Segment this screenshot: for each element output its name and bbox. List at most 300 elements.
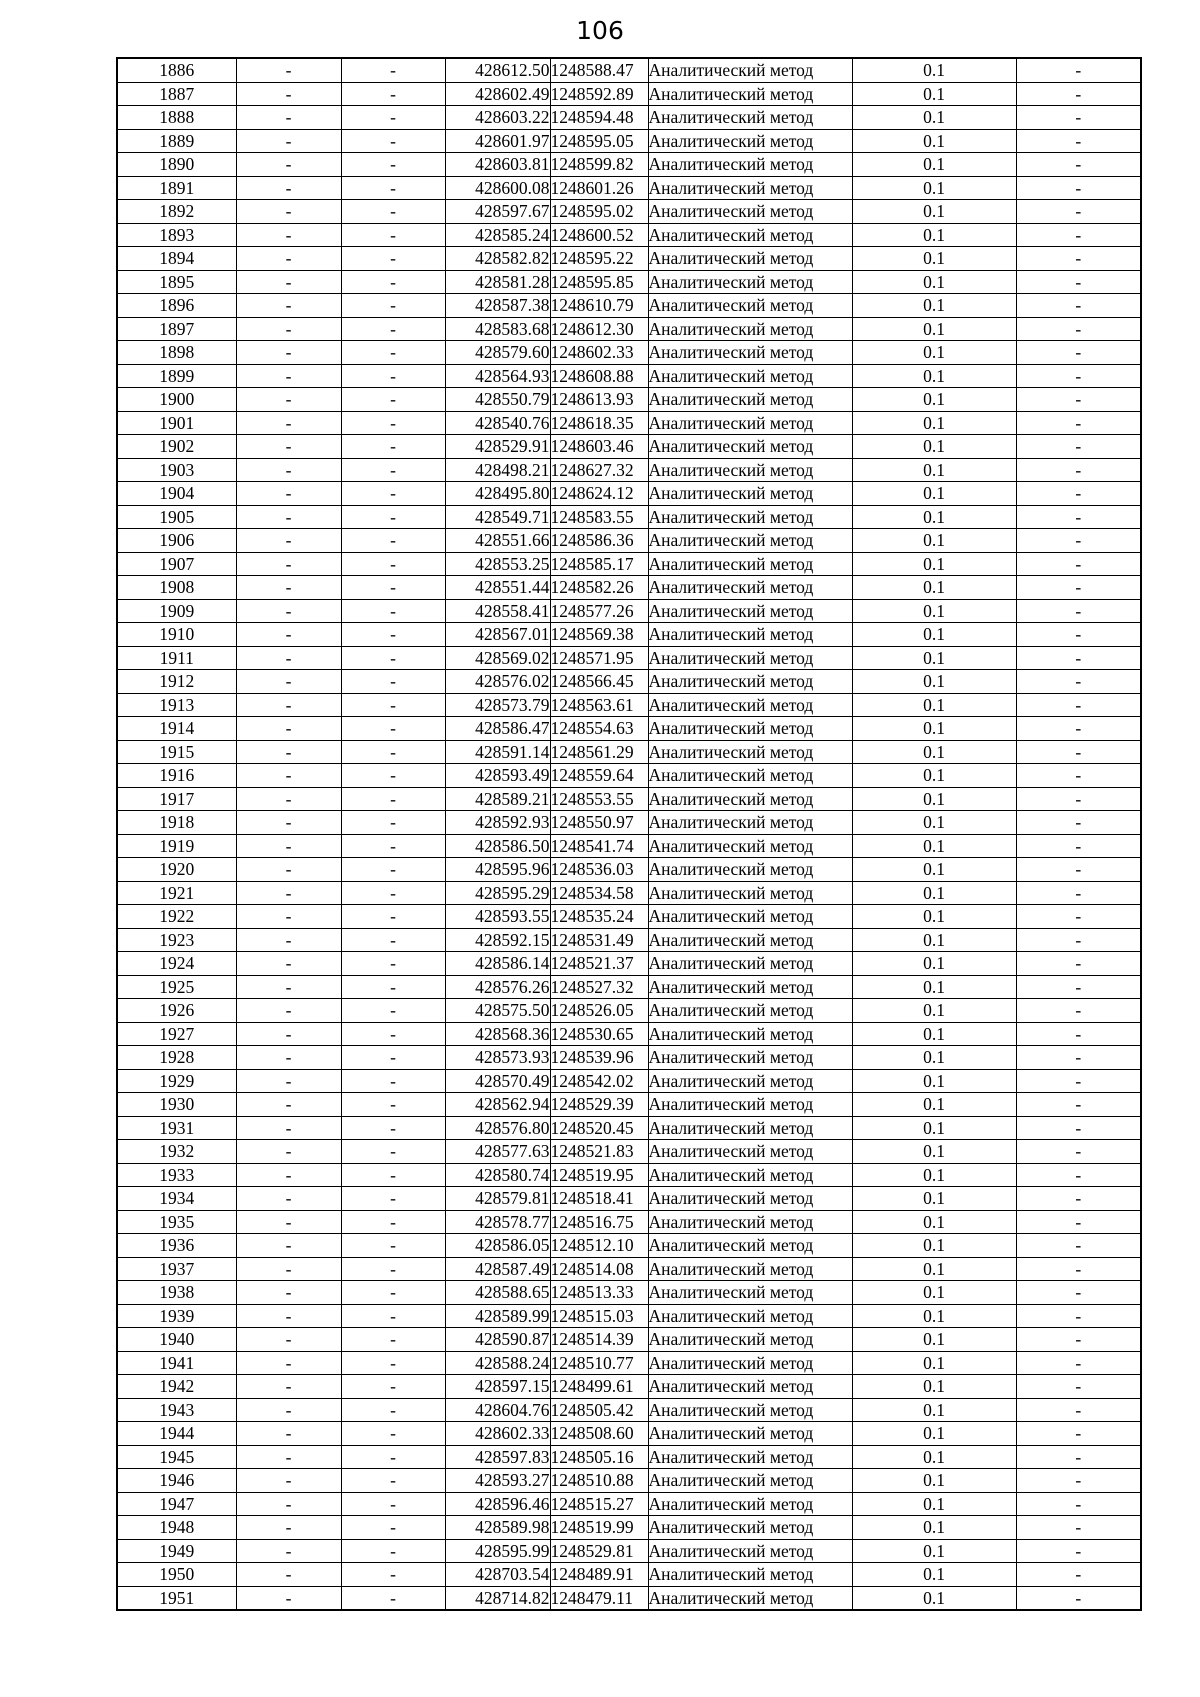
x-coordinate-cell: 428495.80 bbox=[445, 482, 550, 506]
dash-cell: - bbox=[1016, 505, 1141, 529]
point-number-cell: 1891 bbox=[117, 176, 236, 200]
dash-cell: - bbox=[341, 1093, 445, 1117]
table-row bbox=[117, 294, 1141, 318]
table-row bbox=[117, 129, 1141, 153]
method-cell: Аналитический метод bbox=[648, 1563, 852, 1587]
dash-cell: - bbox=[1016, 1586, 1141, 1610]
dash-cell: - bbox=[1016, 740, 1141, 764]
dash-cell: - bbox=[236, 1516, 341, 1540]
accuracy-cell: 0.1 bbox=[852, 1492, 1016, 1516]
point-number-cell: 1937 bbox=[117, 1257, 236, 1281]
dash-cell: - bbox=[1016, 881, 1141, 905]
table-row bbox=[117, 1445, 1141, 1469]
point-number-cell: 1910 bbox=[117, 623, 236, 647]
accuracy-cell: 0.1 bbox=[852, 1586, 1016, 1610]
dash-cell: - bbox=[341, 646, 445, 670]
accuracy-cell: 0.1 bbox=[852, 858, 1016, 882]
dash-cell: - bbox=[341, 364, 445, 388]
x-coordinate-cell: 428570.49 bbox=[445, 1069, 550, 1093]
dash-cell: - bbox=[236, 623, 341, 647]
accuracy-cell: 0.1 bbox=[852, 294, 1016, 318]
method-cell: Аналитический метод bbox=[648, 740, 852, 764]
table-row bbox=[117, 317, 1141, 341]
method-cell: Аналитический метод bbox=[648, 1210, 852, 1234]
dash-cell: - bbox=[341, 1210, 445, 1234]
dash-cell: - bbox=[1016, 1022, 1141, 1046]
dash-cell: - bbox=[1016, 129, 1141, 153]
accuracy-cell: 0.1 bbox=[852, 247, 1016, 271]
method-cell: Аналитический метод bbox=[648, 1257, 852, 1281]
point-number-cell: 1903 bbox=[117, 458, 236, 482]
accuracy-cell: 0.1 bbox=[852, 952, 1016, 976]
table-row bbox=[117, 693, 1141, 717]
dash-cell: - bbox=[1016, 388, 1141, 412]
x-coordinate-cell: 428586.47 bbox=[445, 717, 550, 741]
y-coordinate-cell: 1248602.33 bbox=[550, 341, 648, 365]
dash-cell: - bbox=[341, 223, 445, 247]
accuracy-cell: 0.1 bbox=[852, 482, 1016, 506]
method-cell: Аналитический метод bbox=[648, 646, 852, 670]
x-coordinate-cell: 428592.15 bbox=[445, 928, 550, 952]
dash-cell: - bbox=[341, 1492, 445, 1516]
y-coordinate-cell: 1248515.03 bbox=[550, 1304, 648, 1328]
point-number-cell: 1938 bbox=[117, 1281, 236, 1305]
dash-cell: - bbox=[236, 82, 341, 106]
dash-cell: - bbox=[236, 1586, 341, 1610]
accuracy-cell: 0.1 bbox=[852, 1469, 1016, 1493]
dash-cell: - bbox=[236, 1140, 341, 1164]
dash-cell: - bbox=[1016, 341, 1141, 365]
table-row bbox=[117, 1539, 1141, 1563]
dash-cell: - bbox=[341, 176, 445, 200]
dash-cell: - bbox=[236, 1116, 341, 1140]
y-coordinate-cell: 1248518.41 bbox=[550, 1187, 648, 1211]
dash-cell: - bbox=[236, 294, 341, 318]
y-coordinate-cell: 1248601.26 bbox=[550, 176, 648, 200]
y-coordinate-cell: 1248508.60 bbox=[550, 1422, 648, 1446]
dash-cell: - bbox=[341, 1563, 445, 1587]
dash-cell: - bbox=[1016, 764, 1141, 788]
method-cell: Аналитический метод bbox=[648, 999, 852, 1023]
accuracy-cell: 0.1 bbox=[852, 505, 1016, 529]
y-coordinate-cell: 1248577.26 bbox=[550, 599, 648, 623]
y-coordinate-cell: 1248553.55 bbox=[550, 787, 648, 811]
table-row bbox=[117, 529, 1141, 553]
accuracy-cell: 0.1 bbox=[852, 1257, 1016, 1281]
point-number-cell: 1894 bbox=[117, 247, 236, 271]
x-coordinate-cell: 428588.65 bbox=[445, 1281, 550, 1305]
dash-cell: - bbox=[236, 458, 341, 482]
y-coordinate-cell: 1248582.26 bbox=[550, 576, 648, 600]
table-row bbox=[117, 1022, 1141, 1046]
point-number-cell: 1947 bbox=[117, 1492, 236, 1516]
dash-cell: - bbox=[341, 1116, 445, 1140]
x-coordinate-cell: 428601.97 bbox=[445, 129, 550, 153]
method-cell: Аналитический метод bbox=[648, 411, 852, 435]
accuracy-cell: 0.1 bbox=[852, 787, 1016, 811]
method-cell: Аналитический метод bbox=[648, 58, 852, 82]
x-coordinate-cell: 428576.80 bbox=[445, 1116, 550, 1140]
method-cell: Аналитический метод bbox=[648, 717, 852, 741]
point-number-cell: 1897 bbox=[117, 317, 236, 341]
x-coordinate-cell: 428595.96 bbox=[445, 858, 550, 882]
method-cell: Аналитический метод bbox=[648, 458, 852, 482]
table-row bbox=[117, 764, 1141, 788]
accuracy-cell: 0.1 bbox=[852, 811, 1016, 835]
dash-cell: - bbox=[341, 505, 445, 529]
dash-cell: - bbox=[236, 1445, 341, 1469]
dash-cell: - bbox=[341, 1304, 445, 1328]
method-cell: Аналитический метод bbox=[648, 129, 852, 153]
x-coordinate-cell: 428587.38 bbox=[445, 294, 550, 318]
dash-cell: - bbox=[1016, 1187, 1141, 1211]
point-number-cell: 1924 bbox=[117, 952, 236, 976]
dash-cell: - bbox=[1016, 1234, 1141, 1258]
dash-cell: - bbox=[1016, 176, 1141, 200]
dash-cell: - bbox=[341, 1140, 445, 1164]
point-number-cell: 1926 bbox=[117, 999, 236, 1023]
dash-cell: - bbox=[341, 270, 445, 294]
point-number-cell: 1915 bbox=[117, 740, 236, 764]
dash-cell: - bbox=[236, 670, 341, 694]
dash-cell: - bbox=[341, 1163, 445, 1187]
dash-cell: - bbox=[341, 881, 445, 905]
dash-cell: - bbox=[1016, 552, 1141, 576]
dash-cell: - bbox=[341, 952, 445, 976]
dash-cell: - bbox=[1016, 1492, 1141, 1516]
point-number-cell: 1902 bbox=[117, 435, 236, 459]
y-coordinate-cell: 1248566.45 bbox=[550, 670, 648, 694]
method-cell: Аналитический метод bbox=[648, 482, 852, 506]
x-coordinate-cell: 428597.67 bbox=[445, 200, 550, 224]
table-row bbox=[117, 928, 1141, 952]
dash-cell: - bbox=[341, 200, 445, 224]
table-row bbox=[117, 1328, 1141, 1352]
y-coordinate-cell: 1248479.11 bbox=[550, 1586, 648, 1610]
y-coordinate-cell: 1248595.02 bbox=[550, 200, 648, 224]
dash-cell: - bbox=[341, 294, 445, 318]
method-cell: Аналитический метод bbox=[648, 223, 852, 247]
point-number-cell: 1909 bbox=[117, 599, 236, 623]
method-cell: Аналитический метод bbox=[648, 1093, 852, 1117]
dash-cell: - bbox=[1016, 1210, 1141, 1234]
dash-cell: - bbox=[1016, 576, 1141, 600]
dash-cell: - bbox=[1016, 599, 1141, 623]
dash-cell: - bbox=[1016, 1046, 1141, 1070]
method-cell: Аналитический метод bbox=[648, 1422, 852, 1446]
x-coordinate-cell: 428589.98 bbox=[445, 1516, 550, 1540]
dash-cell: - bbox=[236, 599, 341, 623]
table-row bbox=[117, 1469, 1141, 1493]
dash-cell: - bbox=[341, 388, 445, 412]
table-row bbox=[117, 247, 1141, 271]
table-row bbox=[117, 1516, 1141, 1540]
dash-cell: - bbox=[341, 317, 445, 341]
point-number-cell: 1940 bbox=[117, 1328, 236, 1352]
table-row bbox=[117, 341, 1141, 365]
dash-cell: - bbox=[236, 811, 341, 835]
dash-cell: - bbox=[236, 435, 341, 459]
table-row bbox=[117, 717, 1141, 741]
dash-cell: - bbox=[236, 223, 341, 247]
accuracy-cell: 0.1 bbox=[852, 1022, 1016, 1046]
accuracy-cell: 0.1 bbox=[852, 1187, 1016, 1211]
dash-cell: - bbox=[341, 1445, 445, 1469]
point-number-cell: 1896 bbox=[117, 294, 236, 318]
y-coordinate-cell: 1248510.77 bbox=[550, 1351, 648, 1375]
dash-cell: - bbox=[236, 1022, 341, 1046]
table-row bbox=[117, 1210, 1141, 1234]
method-cell: Аналитический метод bbox=[648, 693, 852, 717]
table-row bbox=[117, 153, 1141, 177]
table-row bbox=[117, 1234, 1141, 1258]
dash-cell: - bbox=[341, 787, 445, 811]
y-coordinate-cell: 1248505.16 bbox=[550, 1445, 648, 1469]
dash-cell: - bbox=[1016, 82, 1141, 106]
dash-cell: - bbox=[236, 999, 341, 1023]
dash-cell: - bbox=[1016, 999, 1141, 1023]
accuracy-cell: 0.1 bbox=[852, 388, 1016, 412]
method-cell: Аналитический метод bbox=[648, 623, 852, 647]
dash-cell: - bbox=[1016, 717, 1141, 741]
method-cell: Аналитический метод bbox=[648, 247, 852, 271]
table-row bbox=[117, 106, 1141, 130]
x-coordinate-cell: 428529.91 bbox=[445, 435, 550, 459]
point-number-cell: 1933 bbox=[117, 1163, 236, 1187]
y-coordinate-cell: 1248561.29 bbox=[550, 740, 648, 764]
point-number-cell: 1912 bbox=[117, 670, 236, 694]
table-row bbox=[117, 1257, 1141, 1281]
method-cell: Аналитический метод bbox=[648, 670, 852, 694]
table-row bbox=[117, 552, 1141, 576]
table-row bbox=[117, 82, 1141, 106]
dash-cell: - bbox=[236, 576, 341, 600]
point-number-cell: 1925 bbox=[117, 975, 236, 999]
x-coordinate-cell: 428586.14 bbox=[445, 952, 550, 976]
point-number-cell: 1928 bbox=[117, 1046, 236, 1070]
table-row bbox=[117, 1398, 1141, 1422]
y-coordinate-cell: 1248489.91 bbox=[550, 1563, 648, 1587]
dash-cell: - bbox=[236, 1539, 341, 1563]
method-cell: Аналитический метод bbox=[648, 341, 852, 365]
table-body bbox=[117, 58, 1141, 1610]
x-coordinate-cell: 428562.94 bbox=[445, 1093, 550, 1117]
dash-cell: - bbox=[341, 811, 445, 835]
accuracy-cell: 0.1 bbox=[852, 693, 1016, 717]
dash-cell: - bbox=[1016, 200, 1141, 224]
dash-cell: - bbox=[1016, 247, 1141, 271]
x-coordinate-cell: 428593.55 bbox=[445, 905, 550, 929]
accuracy-cell: 0.1 bbox=[852, 1516, 1016, 1540]
dash-cell: - bbox=[1016, 482, 1141, 506]
y-coordinate-cell: 1248599.82 bbox=[550, 153, 648, 177]
accuracy-cell: 0.1 bbox=[852, 599, 1016, 623]
point-number-cell: 1941 bbox=[117, 1351, 236, 1375]
dash-cell: - bbox=[1016, 458, 1141, 482]
accuracy-cell: 0.1 bbox=[852, 623, 1016, 647]
method-cell: Аналитический метод bbox=[648, 1375, 852, 1399]
method-cell: Аналитический метод bbox=[648, 1469, 852, 1493]
dash-cell: - bbox=[1016, 1163, 1141, 1187]
point-number-cell: 1934 bbox=[117, 1187, 236, 1211]
dash-cell: - bbox=[236, 388, 341, 412]
dash-cell: - bbox=[341, 999, 445, 1023]
table-row bbox=[117, 176, 1141, 200]
y-coordinate-cell: 1248541.74 bbox=[550, 834, 648, 858]
x-coordinate-cell: 428573.93 bbox=[445, 1046, 550, 1070]
x-coordinate-cell: 428577.63 bbox=[445, 1140, 550, 1164]
accuracy-cell: 0.1 bbox=[852, 1398, 1016, 1422]
dash-cell: - bbox=[341, 1516, 445, 1540]
table-row bbox=[117, 576, 1141, 600]
point-number-cell: 1893 bbox=[117, 223, 236, 247]
dash-cell: - bbox=[236, 1187, 341, 1211]
x-coordinate-cell: 428579.81 bbox=[445, 1187, 550, 1211]
dash-cell: - bbox=[1016, 223, 1141, 247]
table-row bbox=[117, 1351, 1141, 1375]
accuracy-cell: 0.1 bbox=[852, 1445, 1016, 1469]
dash-cell: - bbox=[1016, 317, 1141, 341]
dash-cell: - bbox=[236, 341, 341, 365]
accuracy-cell: 0.1 bbox=[852, 905, 1016, 929]
table-row bbox=[117, 905, 1141, 929]
dash-cell: - bbox=[1016, 270, 1141, 294]
table-row bbox=[117, 1140, 1141, 1164]
dash-cell: - bbox=[341, 552, 445, 576]
dash-cell: - bbox=[236, 787, 341, 811]
method-cell: Аналитический метод bbox=[648, 1069, 852, 1093]
table-row bbox=[117, 670, 1141, 694]
x-coordinate-cell: 428581.28 bbox=[445, 270, 550, 294]
accuracy-cell: 0.1 bbox=[852, 576, 1016, 600]
x-coordinate-cell: 428603.81 bbox=[445, 153, 550, 177]
table-row bbox=[117, 1375, 1141, 1399]
x-coordinate-cell: 428564.93 bbox=[445, 364, 550, 388]
table-row bbox=[117, 1069, 1141, 1093]
dash-cell: - bbox=[341, 576, 445, 600]
dash-cell: - bbox=[236, 106, 341, 130]
point-number-cell: 1923 bbox=[117, 928, 236, 952]
point-number-cell: 1921 bbox=[117, 881, 236, 905]
dash-cell: - bbox=[341, 153, 445, 177]
dash-cell: - bbox=[341, 482, 445, 506]
point-number-cell: 1948 bbox=[117, 1516, 236, 1540]
dash-cell: - bbox=[341, 717, 445, 741]
y-coordinate-cell: 1248586.36 bbox=[550, 529, 648, 553]
dash-cell: - bbox=[341, 1469, 445, 1493]
table-row bbox=[117, 1281, 1141, 1305]
accuracy-cell: 0.1 bbox=[852, 975, 1016, 999]
dash-cell: - bbox=[341, 1539, 445, 1563]
dash-cell: - bbox=[236, 764, 341, 788]
method-cell: Аналитический метод bbox=[648, 1163, 852, 1187]
method-cell: Аналитический метод bbox=[648, 1328, 852, 1352]
method-cell: Аналитический метод bbox=[648, 153, 852, 177]
x-coordinate-cell: 428589.99 bbox=[445, 1304, 550, 1328]
method-cell: Аналитический метод bbox=[648, 1516, 852, 1540]
x-coordinate-cell: 428576.02 bbox=[445, 670, 550, 694]
y-coordinate-cell: 1248585.17 bbox=[550, 552, 648, 576]
accuracy-cell: 0.1 bbox=[852, 341, 1016, 365]
method-cell: Аналитический метод bbox=[648, 764, 852, 788]
point-number-cell: 1936 bbox=[117, 1234, 236, 1258]
method-cell: Аналитический метод bbox=[648, 364, 852, 388]
table-row bbox=[117, 834, 1141, 858]
dash-cell: - bbox=[1016, 623, 1141, 647]
point-number-cell: 1951 bbox=[117, 1586, 236, 1610]
table-row bbox=[117, 505, 1141, 529]
point-number-cell: 1920 bbox=[117, 858, 236, 882]
table-row bbox=[117, 787, 1141, 811]
accuracy-cell: 0.1 bbox=[852, 1210, 1016, 1234]
y-coordinate-cell: 1248499.61 bbox=[550, 1375, 648, 1399]
y-coordinate-cell: 1248512.10 bbox=[550, 1234, 648, 1258]
y-coordinate-cell: 1248514.08 bbox=[550, 1257, 648, 1281]
method-cell: Аналитический метод bbox=[648, 1539, 852, 1563]
method-cell: Аналитический метод bbox=[648, 975, 852, 999]
accuracy-cell: 0.1 bbox=[852, 317, 1016, 341]
point-number-cell: 1945 bbox=[117, 1445, 236, 1469]
dash-cell: - bbox=[341, 834, 445, 858]
table-row bbox=[117, 1187, 1141, 1211]
dash-cell: - bbox=[236, 975, 341, 999]
y-coordinate-cell: 1248536.03 bbox=[550, 858, 648, 882]
method-cell: Аналитический метод bbox=[648, 529, 852, 553]
dash-cell: - bbox=[1016, 106, 1141, 130]
table-row bbox=[117, 458, 1141, 482]
accuracy-cell: 0.1 bbox=[852, 1234, 1016, 1258]
method-cell: Аналитический метод bbox=[648, 928, 852, 952]
y-coordinate-cell: 1248554.63 bbox=[550, 717, 648, 741]
method-cell: Аналитический метод bbox=[648, 1586, 852, 1610]
table-row bbox=[117, 435, 1141, 459]
dash-cell: - bbox=[236, 693, 341, 717]
point-number-cell: 1918 bbox=[117, 811, 236, 835]
y-coordinate-cell: 1248535.24 bbox=[550, 905, 648, 929]
x-coordinate-cell: 428583.68 bbox=[445, 317, 550, 341]
dash-cell: - bbox=[1016, 153, 1141, 177]
accuracy-cell: 0.1 bbox=[852, 1069, 1016, 1093]
dash-cell: - bbox=[236, 317, 341, 341]
y-coordinate-cell: 1248595.22 bbox=[550, 247, 648, 271]
accuracy-cell: 0.1 bbox=[852, 129, 1016, 153]
point-number-cell: 1886 bbox=[117, 58, 236, 82]
dash-cell: - bbox=[341, 693, 445, 717]
y-coordinate-cell: 1248521.37 bbox=[550, 952, 648, 976]
dash-cell: - bbox=[236, 1328, 341, 1352]
y-coordinate-cell: 1248516.75 bbox=[550, 1210, 648, 1234]
point-number-cell: 1900 bbox=[117, 388, 236, 412]
dash-cell: - bbox=[1016, 1093, 1141, 1117]
x-coordinate-cell: 428590.87 bbox=[445, 1328, 550, 1352]
table-row bbox=[117, 1116, 1141, 1140]
x-coordinate-cell: 428551.44 bbox=[445, 576, 550, 600]
dash-cell: - bbox=[341, 670, 445, 694]
table-row bbox=[117, 858, 1141, 882]
dash-cell: - bbox=[236, 411, 341, 435]
dash-cell: - bbox=[236, 1257, 341, 1281]
y-coordinate-cell: 1248529.81 bbox=[550, 1539, 648, 1563]
x-coordinate-cell: 428588.24 bbox=[445, 1351, 550, 1375]
point-number-cell: 1950 bbox=[117, 1563, 236, 1587]
method-cell: Аналитический метод bbox=[648, 576, 852, 600]
accuracy-cell: 0.1 bbox=[852, 1304, 1016, 1328]
dash-cell: - bbox=[1016, 811, 1141, 835]
y-coordinate-cell: 1248603.46 bbox=[550, 435, 648, 459]
dash-cell: - bbox=[1016, 905, 1141, 929]
point-number-cell: 1919 bbox=[117, 834, 236, 858]
dash-cell: - bbox=[1016, 670, 1141, 694]
